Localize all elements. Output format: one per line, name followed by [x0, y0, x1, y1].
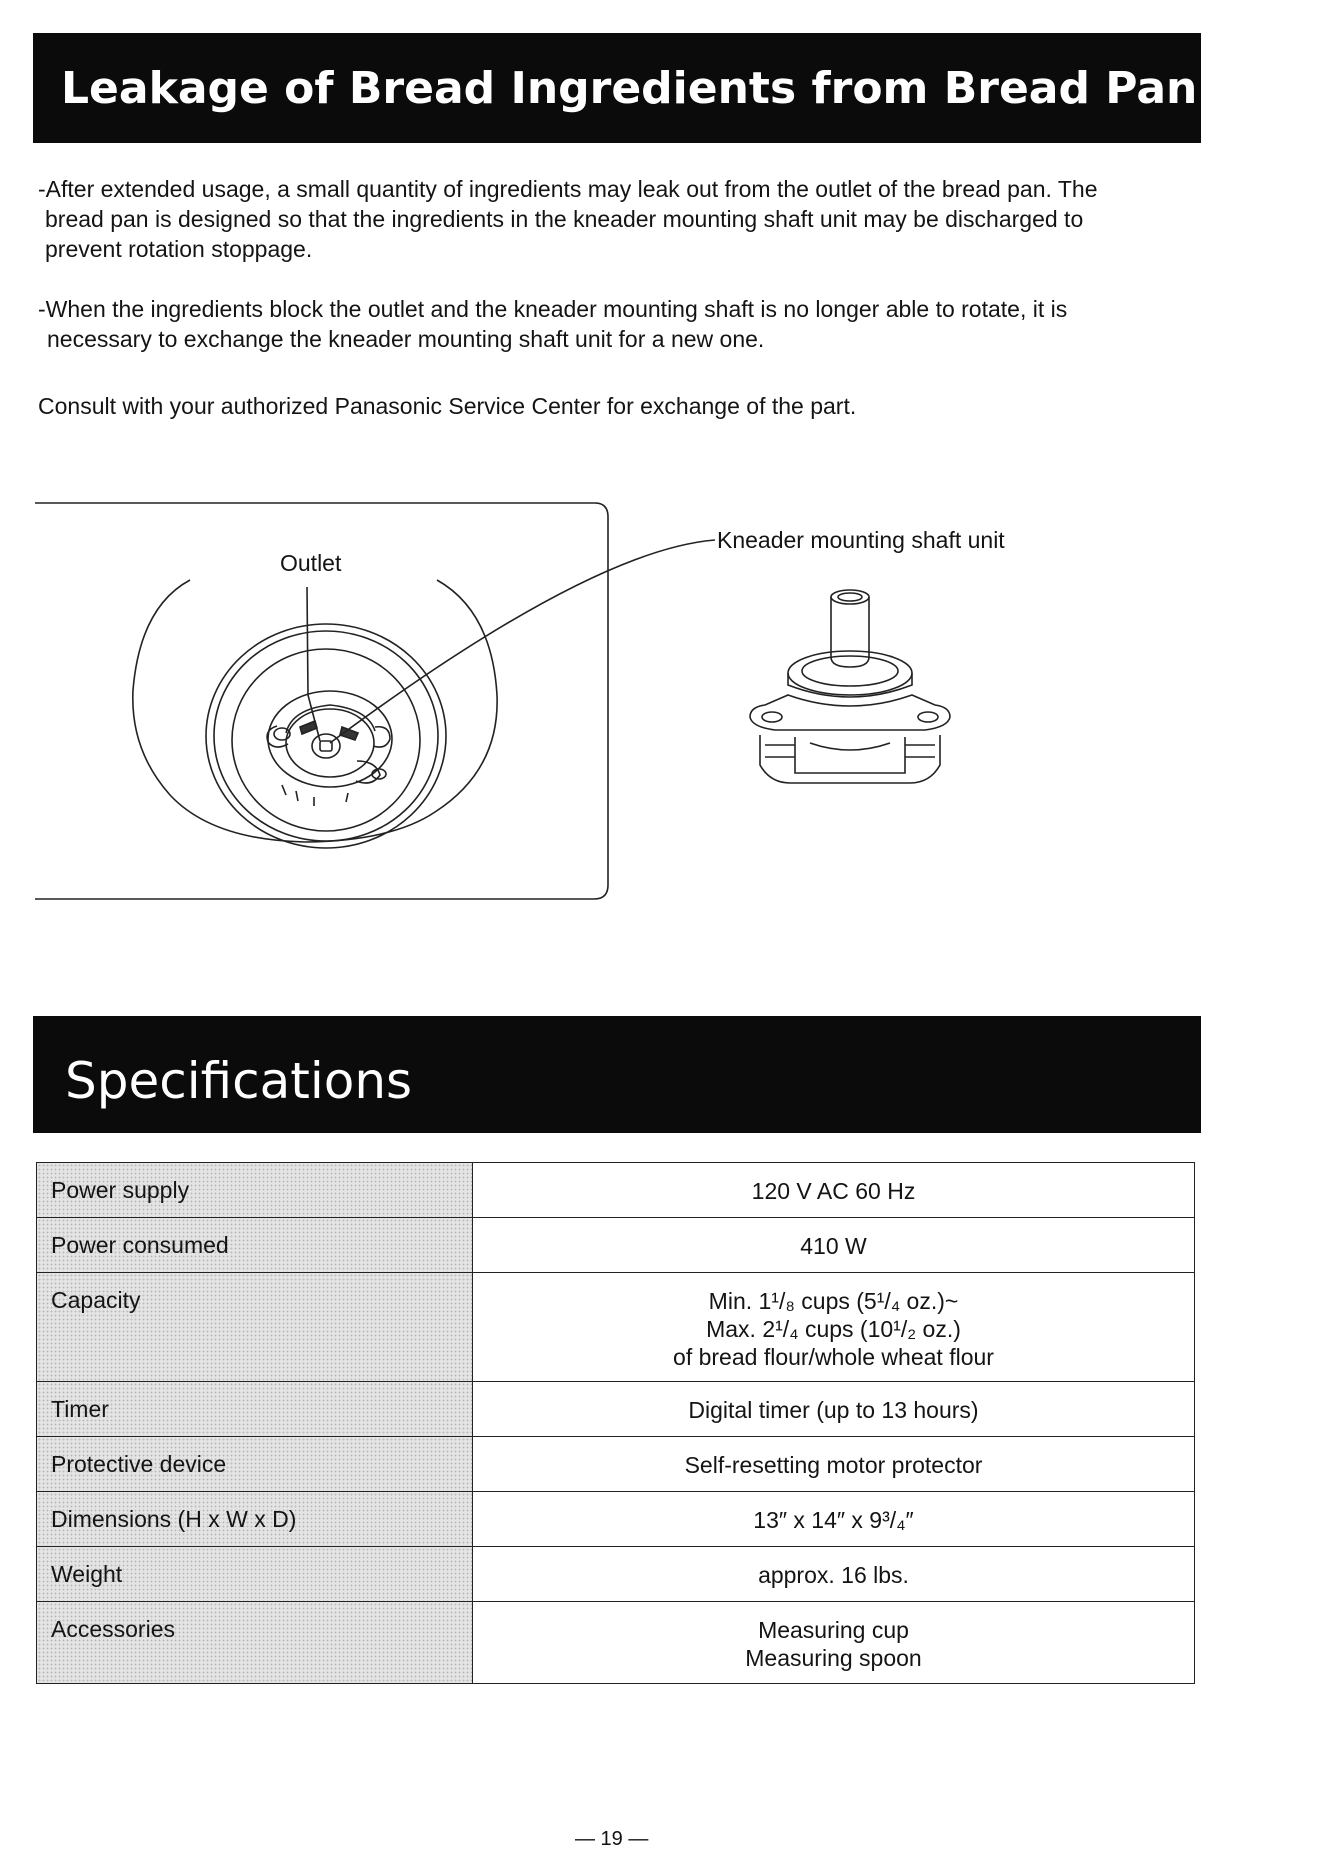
paragraph-line: -After extended usage, a small quantity of ingredients may leak out from the outlet of the bread pan. The — [38, 176, 1098, 202]
paragraph-line: necessary to exchange the kneader mounting shaft unit for a new one. — [47, 326, 765, 352]
table-row — [37, 1547, 1195, 1602]
spec-label: Power supply — [37, 1163, 473, 1218]
paragraph-line: prevent rotation stoppage. — [45, 236, 313, 262]
leakage-paragraph-2 — [38, 294, 1198, 354]
spec-value-line: Min. 1¹/₈ cups (5¹/₄ oz.)~ — [708, 1288, 959, 1314]
spec-value — [473, 1602, 1195, 1684]
spec-label: Power consumed — [37, 1218, 473, 1273]
leakage-heading-banner — [33, 33, 1201, 143]
paragraph-line: bread pan is designed so that the ingredients in the kneader mounting shaft unit may be discharged to — [45, 206, 1084, 232]
table-row — [37, 1602, 1195, 1684]
specifications-heading: Specifications — [65, 1052, 413, 1110]
spec-value — [473, 1382, 1195, 1437]
spec-label: Dimensions (H x W x D) — [37, 1492, 473, 1547]
spec-value — [473, 1273, 1195, 1382]
spec-value — [473, 1218, 1195, 1273]
leakage-heading: Leakage of Bread Ingredients from Bread Pan — [61, 63, 1198, 114]
spec-value — [473, 1163, 1195, 1218]
specifications-table — [36, 1162, 1195, 1684]
leakage-paragraph-3 — [38, 391, 1198, 421]
spec-value-line: 120 V AC 60 Hz — [751, 1178, 916, 1204]
spec-value-line: 13″ x 14″ x 9³/₄″ — [753, 1507, 914, 1533]
table-row — [37, 1382, 1195, 1437]
leakage-paragraph-1 — [38, 174, 1198, 264]
table-row — [37, 1163, 1195, 1218]
spec-value — [473, 1437, 1195, 1492]
page-number: — 19 — — [575, 1828, 649, 1850]
table-row — [37, 1218, 1195, 1273]
paragraph-line: -When the ingredients block the outlet and the kneader mounting shaft is no longer able to rotate, it is — [38, 296, 1068, 322]
table-row — [37, 1273, 1195, 1382]
kneader-label: Kneader mounting shaft unit — [717, 527, 1005, 553]
spec-value-line: Measuring spoon — [745, 1645, 922, 1671]
bread-pan-illustration — [30, 495, 1050, 905]
spec-value-line: Digital timer (up to 13 hours) — [688, 1397, 979, 1423]
spec-label: Capacity — [37, 1273, 473, 1382]
spec-value — [473, 1547, 1195, 1602]
table-row — [37, 1492, 1195, 1547]
spec-label: Accessories — [37, 1602, 473, 1684]
table-row — [37, 1437, 1195, 1492]
spec-value — [473, 1492, 1195, 1547]
spec-value-line: of bread flour/whole wheat flour — [673, 1344, 994, 1370]
spec-label: Weight — [37, 1547, 473, 1602]
specifications-heading-banner — [33, 1016, 1201, 1133]
paragraph-line: Consult with your authorized Panasonic Service Center for exchange of the part. — [38, 393, 857, 419]
spec-value-line: 410 W — [800, 1233, 867, 1259]
outlet-label: Outlet — [280, 550, 342, 576]
spec-label: Timer — [37, 1382, 473, 1437]
spec-value-line: Measuring cup — [758, 1617, 909, 1643]
bread-pan-figure — [30, 495, 1050, 905]
spec-value-line: approx. 16 lbs. — [758, 1562, 909, 1588]
spec-label: Protective device — [37, 1437, 473, 1492]
spec-value-line: Self-resetting motor protector — [684, 1452, 983, 1478]
spec-value-line: Max. 2¹/₄ cups (10¹/₂ oz.) — [706, 1316, 961, 1342]
